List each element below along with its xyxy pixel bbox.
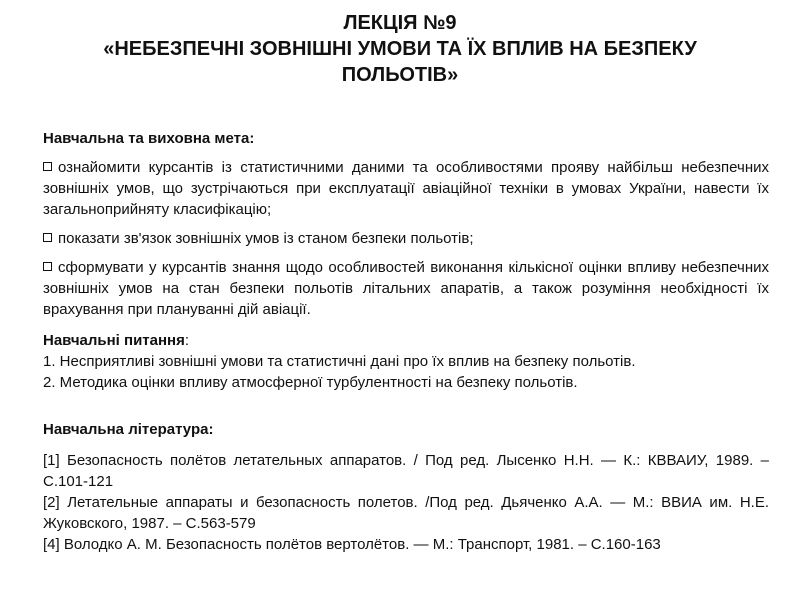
title-line-2: ПОЛЬОТІВ» — [341, 64, 459, 86]
questions-heading-colon: : — [184, 332, 190, 349]
literature-item: [2] Летательные аппараты и безопасность полетов. /Под ред. Дьяченко А.А. — М.: ВВИА им. Н.Е. Жуковского, 1987. – С.563-579 — [43, 494, 769, 532]
goals-heading: Навчальна та виховна мета: — [43, 130, 255, 147]
question-item: 2. Методика оцінки впливу атмосферної турбулентності на безпеку польотів. — [43, 374, 578, 391]
goal-item — [43, 157, 769, 220]
literature-item: [1] Безопасность полётов летательных аппаратов. / Под ред. Лысенко Н.Н. — К.: КВВАИУ, 1989. – С.101-121 — [43, 452, 769, 490]
goal-item-text: показати зв'язок зовнішніх умов із станом безпеки польотів; — [58, 230, 474, 247]
literature-item: [4] Володко А. М. Безопасность полётов вертолётов. — М.: Транспорт, 1981. – С.160-163 — [43, 536, 661, 553]
lecture-content — [43, 128, 769, 555]
lecture-title — [40, 10, 760, 88]
questions-heading — [43, 330, 769, 351]
goal-item-text: ознайомити курсантів із статистичними даними та особливостями прояву найбільш небезпечних зовнішніх умов, що зустрічаються при експлуатації авіаційної техніки в умовах України, навести їх загальноприйняту класифікацію; — [43, 159, 769, 218]
goal-item-text: сформувати у курсантів знання щодо особливостей виконання кількісної оцінки впливу небезпечних зовнішніх умов на стан безпеки польотів літальних апаратів, а також розуміння необхідності їх врахування при плануванні дій авіації. — [43, 259, 769, 318]
questions-heading-text: Навчальні питання — [43, 332, 185, 349]
title-line-1: «НЕБЕЗПЕЧНІ ЗОВНІШНІ УМОВИ ТА ЇХ ВПЛИВ НА БЕЗПЕКУ — [103, 38, 697, 60]
goal-item — [43, 228, 769, 249]
question-item: 1. Несприятливі зовнішні умови та статистичні дані про їх вплив на безпеку польотів. — [43, 353, 636, 370]
lecture-number: ЛЕКЦІЯ №9 — [343, 12, 457, 34]
checkbox-bullet-icon — [43, 162, 52, 171]
checkbox-bullet-icon — [43, 262, 52, 271]
literature-heading: Навчальна література: — [43, 421, 214, 438]
goal-item — [43, 257, 769, 320]
checkbox-bullet-icon — [43, 233, 52, 242]
